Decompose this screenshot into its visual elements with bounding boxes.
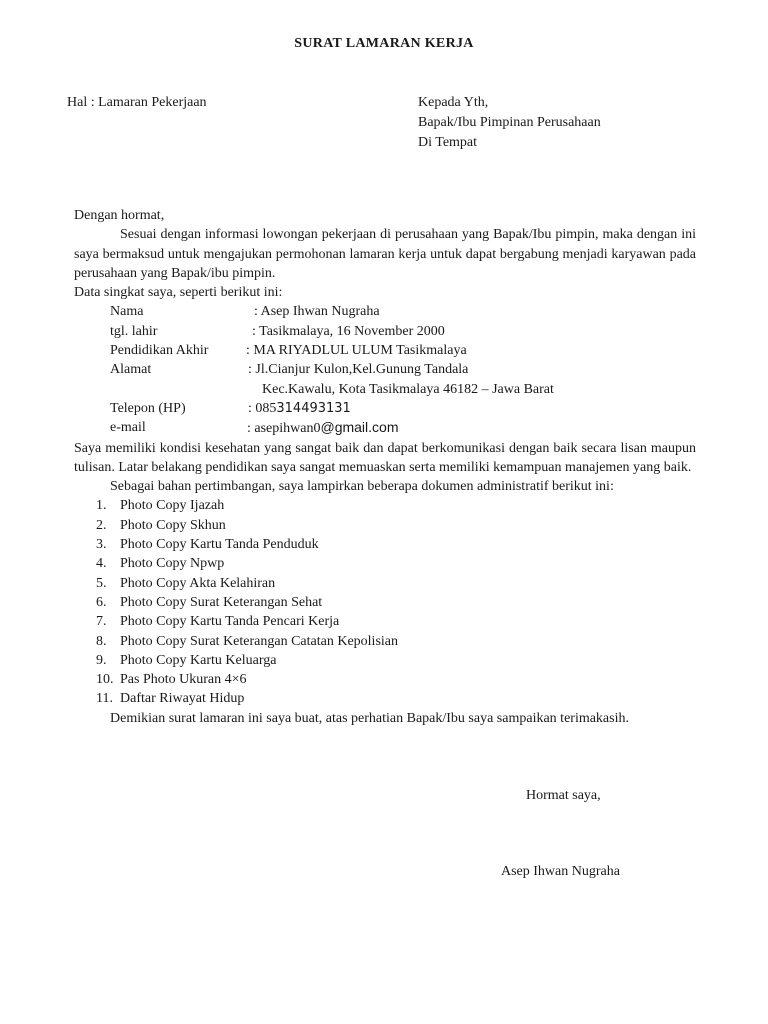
data-row-education	[74, 341, 696, 360]
list-item: 9. Photo Copy Kartu Keluarga	[96, 652, 277, 668]
education-label: Pendidikan Akhir	[110, 343, 209, 359]
phone-value-prefix: : 085	[248, 400, 277, 416]
name-label: Nama	[110, 304, 144, 320]
list-item: 1. Photo Copy Ijazah	[96, 498, 225, 514]
attachments-intro: Sebagai bahan pertimbangan, saya lampirkan beberapa dokumen administratif berikut ini:	[110, 479, 614, 495]
closing-paragraph: Demikian surat lamaran ini saya buat, atas perhatian Bapak/Ibu saya sampaikan terimakasih.	[110, 710, 629, 726]
signature-name: Asep Ihwan Nugraha	[501, 864, 620, 879]
list-item: 6. Photo Copy Surat Keterangan Sehat	[96, 594, 323, 610]
list-item: 8. Photo Copy Surat Keterangan Catatan Kepolisian	[96, 633, 398, 649]
recipient-block	[418, 93, 601, 153]
letter-subject: Hal : Lamaran Pekerjaan	[67, 95, 207, 110]
email-value-rest: @gmail.com	[320, 419, 399, 436]
recipient-line-3: Di Tempat	[418, 135, 478, 150]
phone-value	[248, 399, 351, 418]
list-item: 10. Pas Photo Ukuran 4×6	[96, 672, 247, 688]
phone-value-rest: 314493131	[276, 400, 351, 416]
letter-title: SURAT LAMARAN KERJA	[294, 36, 474, 51]
health-paragraph: Saya memiliki kondisi kesehatan yang sangat baik dan dapat berkomunikasi dengan baik secara lisan maupun tulisan. Latar belakang pendidikan saya sangat memuaskan serta memiliki kemampuan manajemen yang baik.	[74, 440, 696, 475]
education-value: : MA RIYADLUL ULUM Tasikmalaya	[246, 343, 467, 359]
address-value-2: Kec.Kawalu, Kota Tasikmalaya 46182 – Jawa Barat	[262, 381, 554, 397]
attachments-list	[74, 496, 696, 708]
data-row-phone	[74, 399, 696, 418]
phone-label: Telepon (HP)	[110, 400, 186, 416]
data-row-address	[74, 360, 696, 379]
greeting: Dengan hormat,	[74, 208, 165, 223]
email-value-prefix: : asepihwan0	[247, 421, 321, 437]
data-row-address-2	[74, 380, 696, 399]
list-item: 11. Daftar Riwayat Hidup	[96, 691, 245, 707]
letter-body	[74, 206, 696, 728]
list-item: 2. Photo Copy Skhun	[96, 517, 226, 533]
intro-paragraph: Sesuai dengan informasi lowongan pekerjaan di perusahaan yang Bapak/Ibu pimpin, maka dengan ini saya bermaksud untuk mengajukan permohonan lamaran kerja untuk dapat bergabung menjadi karyawan pada perusahaan yang Bapak/ibu pimpin.	[74, 227, 696, 281]
list-item: 4. Photo Copy Npwp	[96, 556, 225, 572]
email-value	[247, 418, 399, 438]
data-row-birth	[74, 322, 696, 341]
recipient-line-1: Kepada Yth,	[418, 95, 489, 110]
signature-greeting: Hormat saya,	[526, 788, 601, 803]
data-row-email	[74, 418, 696, 438]
list-item: 5. Photo Copy Akta Kelahiran	[96, 575, 276, 591]
list-item: 7. Photo Copy Kartu Tanda Pencari Kerja	[96, 614, 340, 630]
address-label: Alamat	[110, 362, 152, 378]
birth-value: : Tasikmalaya, 16 November 2000	[252, 323, 445, 339]
list-item: 3. Photo Copy Kartu Tanda Penduduk	[96, 537, 319, 553]
birth-label: tgl. lahir	[110, 323, 158, 339]
address-value-1: : Jl.Cianjur Kulon,Kel.Gunung Tandala	[248, 362, 469, 378]
data-intro: Data singkat saya, seperti berikut ini:	[74, 285, 283, 301]
email-label: e-mail	[110, 420, 146, 436]
name-value: : Asep Ihwan Nugraha	[254, 304, 380, 320]
data-row-name	[74, 302, 696, 321]
recipient-line-2: Bapak/Ibu Pimpinan Perusahaan	[418, 115, 601, 130]
